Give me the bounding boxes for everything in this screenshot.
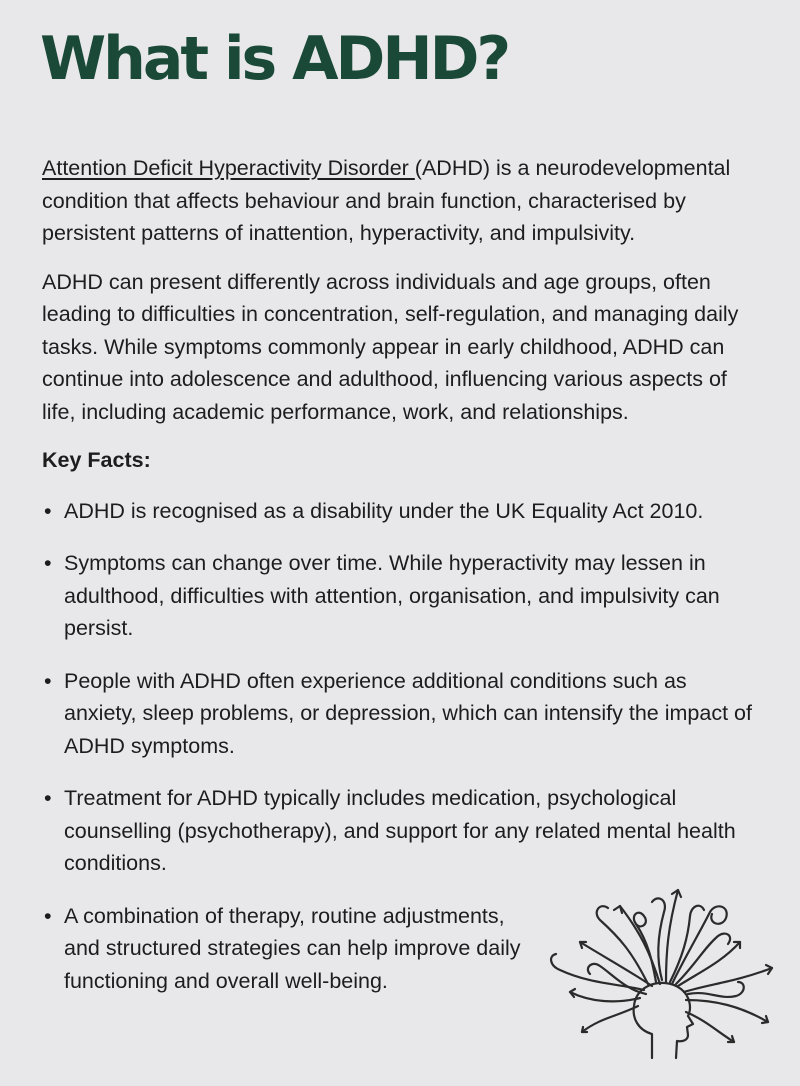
head-with-arrows-icon bbox=[540, 872, 780, 1062]
list-item bbox=[42, 665, 762, 763]
list-item bbox=[42, 782, 762, 880]
fact-text: People with ADHD often experience additional conditions such as anxiety, sleep problems, or depression, which can intensify the impact of ADHD symptoms. bbox=[64, 668, 752, 758]
bullet-icon: • bbox=[44, 786, 52, 810]
intro-paragraph bbox=[42, 152, 762, 250]
list-item bbox=[42, 495, 762, 528]
bullet-icon: • bbox=[44, 551, 52, 575]
list-item bbox=[42, 547, 762, 645]
intro-text: (ADHD) is a neurodevelopmental condition that affects behaviour and brain function, characterised by persistent patterns of inattention, hyperactivity, and impulsivity. bbox=[42, 156, 731, 245]
bullet-icon: • bbox=[44, 498, 52, 523]
list-item bbox=[42, 900, 534, 998]
key-facts-heading: Key Facts: bbox=[42, 448, 151, 472]
page-title: What is ADHD? bbox=[40, 24, 509, 94]
bullet-icon: • bbox=[44, 903, 52, 928]
adhd-term-link[interactable]: Attention Deficit Hyperactivity Disorder bbox=[42, 156, 415, 180]
fact-text: ADHD is recognised as a disability under the UK Equality Act 2010. bbox=[64, 498, 704, 523]
fact-text: A combination of therapy, routine adjustments, and structured strategies can help improve daily functioning and overall well-being. bbox=[64, 903, 521, 993]
fact-text: Treatment for ADHD typically includes medication, psychological counselling (psychotherapy), and support for any related mental health conditions. bbox=[64, 786, 736, 875]
bullet-icon: • bbox=[44, 668, 52, 693]
description-paragraph: ADHD can present differently across individuals and age groups, often leading to difficulties in concentration, self-regulation, and managing daily tasks. While symptoms commonly appear in early childhood, ADHD can continue into adolescence and adulthood, influencing various aspects of life, including academic performance, work, and relationships. bbox=[42, 269, 739, 424]
fact-text: Symptoms can change over time. While hyperactivity may lessen in adulthood, difficulties with attention, organisation, and impulsivity can persist. bbox=[64, 551, 720, 640]
